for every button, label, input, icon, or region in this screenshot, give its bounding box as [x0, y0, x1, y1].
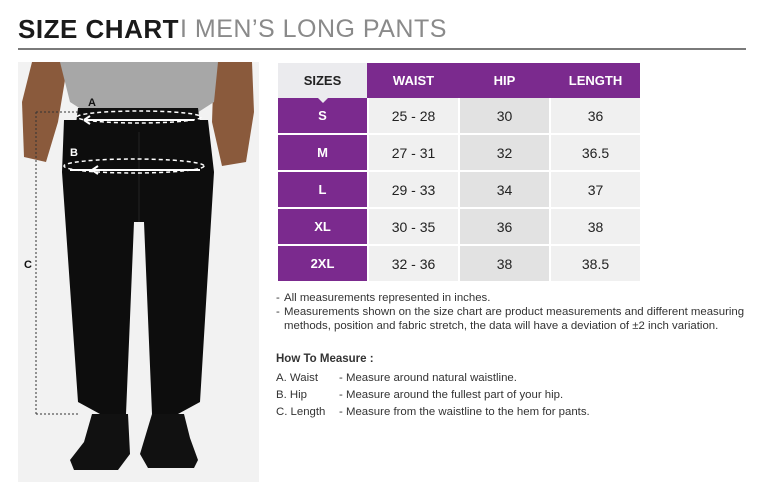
note-text: All measurements represented in inches. [284, 292, 491, 304]
size-cell: XL [278, 209, 367, 246]
waist-cell: 32 - 36 [367, 246, 458, 283]
size-chart-table [278, 63, 640, 283]
left-shoe-shape [70, 414, 130, 470]
page-subtitle: I MEN’S LONG PANTS [180, 15, 447, 43]
hip-cell: 36 [458, 209, 549, 246]
model-photo-panel [18, 62, 259, 482]
hip-cell: 30 [458, 98, 549, 135]
how-to-measure-title: How To Measure : [276, 353, 374, 365]
size-cell: 2XL [278, 246, 367, 283]
measure-key: C. Length [276, 406, 326, 418]
right-arm-shape [212, 62, 254, 166]
table-header-row [278, 63, 640, 98]
waist-cell: 25 - 28 [367, 98, 458, 135]
table-row [278, 135, 640, 172]
page-title: SIZE CHART [18, 14, 179, 44]
measure-desc: - Measure around natural waistline. [339, 372, 517, 384]
size-cell: S [278, 98, 367, 135]
table-row [278, 246, 640, 283]
note-item: - All measurements represented in inches. [276, 292, 491, 304]
length-cell: 36.5 [549, 135, 640, 172]
header-hip: HIP [458, 63, 549, 98]
measure-desc: - Measure from the waistline to the hem for pants. [339, 406, 590, 418]
size-cell: M [278, 135, 367, 172]
header-waist: WAIST [367, 63, 458, 98]
length-cell: 38 [549, 209, 640, 246]
waist-cell: 30 - 35 [367, 209, 458, 246]
header-sizes: SIZES [278, 63, 367, 98]
length-cell: 37 [549, 172, 640, 209]
header-length: LENGTH [549, 63, 640, 98]
measure-key: A. Waist [276, 372, 318, 384]
table-row [278, 172, 640, 209]
length-cell: 38.5 [549, 246, 640, 283]
marker-b: B [70, 147, 78, 159]
measure-key: B. Hip [276, 389, 308, 401]
table-row [278, 209, 640, 246]
length-cell: 36 [549, 98, 640, 135]
waist-cell: 27 - 31 [367, 135, 458, 172]
hip-cell: 34 [458, 172, 549, 209]
marker-c: C [24, 259, 32, 271]
marker-a: A [88, 97, 96, 109]
note-text: Measurements shown on the size chart are product measurements and different measuring methods, position and fabric stretch, the data will have a deviation of ±2 inch variation. [284, 306, 745, 332]
pants-shape [62, 120, 214, 414]
measurement-notes [276, 291, 746, 333]
hip-cell: 38 [458, 246, 549, 283]
size-cell: L [278, 172, 367, 209]
hip-cell: 32 [458, 135, 549, 172]
measure-desc: - Measure around the fullest part of your hip. [339, 389, 564, 401]
pants-model-illustration [18, 62, 259, 482]
page-header [18, 12, 746, 50]
note-item: - Measurements shown on the size chart are product measurements and different measuring methods, position and fabric stretch, the data will have a deviation of ±2 inch variation. [276, 306, 745, 332]
table-row [278, 98, 640, 135]
right-shoe-shape [140, 414, 198, 468]
waist-cell: 29 - 33 [367, 172, 458, 209]
